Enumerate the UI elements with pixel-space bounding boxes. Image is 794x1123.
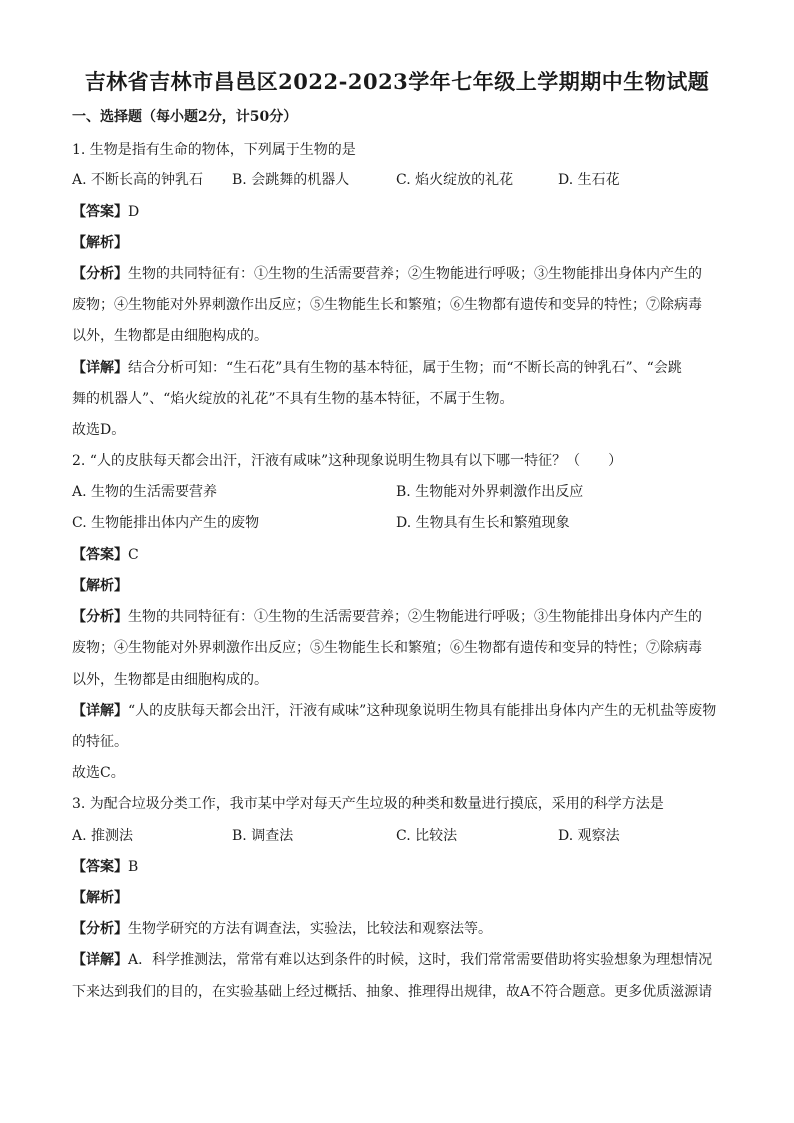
option-b: B. 调查法 <box>232 828 294 844</box>
question-1-conclusion: 故选D。 <box>72 422 126 438</box>
question-2-detail-line: 的特征。 <box>72 734 128 750</box>
question-3-options <box>72 826 732 846</box>
question-1-analysis-line: 以外，生物都是由细胞构成的。 <box>72 328 268 344</box>
question-1-options <box>72 170 732 190</box>
page-title: 吉林省吉林市昌邑区2022-2023学年七年级上学期期中生物试题 <box>84 69 710 94</box>
option-d: D. 生物具有生长和繁殖现象 <box>396 515 570 531</box>
question-2-analysis-line: 以外，生物都是由细胞构成的。 <box>72 672 268 688</box>
question-3-answer: 【答案】B <box>72 859 139 875</box>
option-c: C. 比较法 <box>396 828 458 844</box>
option-b: B. 生物能对外界刺激作出反应 <box>396 484 584 500</box>
question-3-detail-line: 下来达到我们的目的，在实验基础上经过概括、抽象、推理得出规律，故A不符合题意。更多优质滋源请 <box>72 984 713 1000</box>
option-a: A. 生物的生活需要营养 <box>72 484 218 500</box>
option-d: D. 生石花 <box>558 172 620 188</box>
question-1-analysis-line: 废物；④生物能对外界刺激作出反应；⑤生物能生长和繁殖；⑥生物都有遗传和变异的特性；⑦除病毒 <box>72 297 702 313</box>
question-1-detail-line: 【详解】结合分析可知：“生石花”具有生物的基本特征，属于生物；而“不断长高的钟乳石”、“会跳 <box>72 360 682 376</box>
question-2-explanation-label: 【解析】 <box>72 578 128 594</box>
option-d: D. 观察法 <box>558 828 620 844</box>
question-2-stem: 2. “人的皮肤每天都会出汗，汗液有咸味”这种现象说明生物具有以下哪一特征？（ ） <box>72 453 623 469</box>
question-3-detail-line: 【详解】A．科学推测法，常常有难以达到条件的时候，这时，我们常常需要借助将实验想象为理想情况 <box>72 952 713 968</box>
question-2-options-row-2 <box>72 513 732 533</box>
question-3-explanation-label: 【解析】 <box>72 890 128 906</box>
question-1-detail-line: 舞的机器人”、“焰火绽放的礼花”不具有生物的基本特征，不属于生物。 <box>72 391 514 407</box>
question-2-analysis-line: 废物；④生物能对外界刺激作出反应；⑤生物能生长和繁殖；⑥生物都有遗传和变异的特性；⑦除病毒 <box>72 640 702 656</box>
question-2-answer: 【答案】C <box>72 547 139 563</box>
question-1-stem: 1. 生物是指有生命的物体，下列属于生物的是 <box>72 142 356 158</box>
option-b: B. 会跳舞的机器人 <box>232 172 350 188</box>
question-2-detail-line: 【详解】“人的皮肤每天都会出汗，汗液有咸味”这种现象说明生物具有能排出身体内产生的无机盐等废物 <box>72 703 717 719</box>
question-3-stem: 3. 为配合垃圾分类工作，我市某中学对每天产生垃圾的种类和数量进行摸底，采用的科学方法是 <box>72 796 664 812</box>
question-2-conclusion: 故选C。 <box>72 765 125 781</box>
option-c: C. 焰火绽放的礼花 <box>396 172 514 188</box>
question-2-options-row-1 <box>72 482 732 502</box>
question-3-analysis-line: 【分析】生物学研究的方法有调查法，实验法，比较法和观察法等。 <box>72 921 492 937</box>
question-1-answer: 【答案】D <box>72 204 140 220</box>
question-1-analysis-line: 【分析】生物的共同特征有：①生物的生活需要营养；②生物能进行呼吸；③生物能排出身体内产生的 <box>72 266 702 282</box>
option-a: A. 推测法 <box>72 828 134 844</box>
question-2-analysis-line: 【分析】生物的共同特征有：①生物的生活需要营养；②生物能进行呼吸；③生物能排出身体内产生的 <box>72 609 702 625</box>
section-heading: 一、选择题（每小题2分，计50分） <box>72 109 298 125</box>
question-1-explanation-label: 【解析】 <box>72 235 128 251</box>
option-c: C. 生物能排出体内产生的废物 <box>72 515 260 531</box>
option-a: A. 不断长高的钟乳石 <box>72 172 204 188</box>
